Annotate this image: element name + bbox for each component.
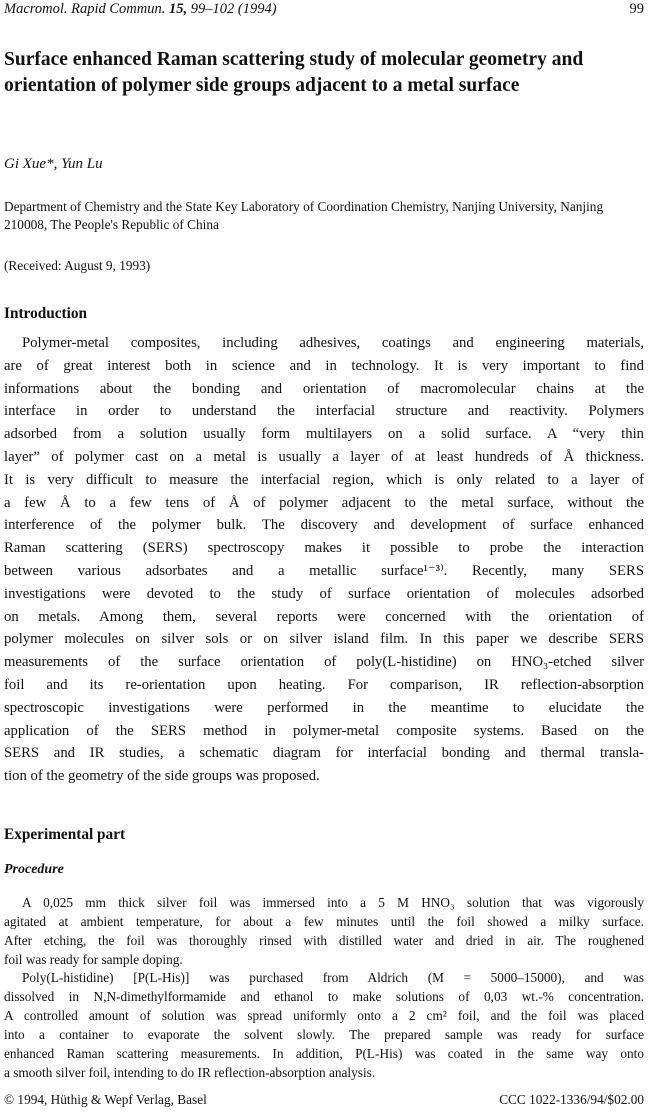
text-line: A controlled amount of solution was spread uniformly onto a 2 cm² foil, and the foil was placed bbox=[4, 1008, 644, 1023]
text-line: informations about the bonding and orientation of macromolecular chains at the bbox=[4, 380, 644, 397]
article-title: Surface enhanced Raman scattering study of molecular geometry and orientation of polymer side groups adjacent to a metal surface bbox=[4, 49, 584, 96]
text-line: application of the SERS method in polymer-metal composite systems. Based on the bbox=[4, 722, 644, 739]
received-date: (Received: August 9, 1993) bbox=[4, 258, 151, 273]
authors: Gi Xue*, Yun Lu bbox=[4, 156, 103, 172]
text-line: After etching, the foil was thoroughly rinsed with distilled water and dried in air. The roughened bbox=[4, 933, 644, 948]
text-line: investigations were devoted to the study of surface orientation of molecules adsorbed bbox=[4, 585, 644, 602]
text-line: enhanced Raman scattering measurements. In addition, P(L-His) was coated in the same way onto bbox=[4, 1046, 644, 1061]
text-line: A 0,025 mm thick silver foil was immersed into a 5 M HNO₃ solution that was vigorously bbox=[22, 895, 644, 910]
introduction-heading: Introduction bbox=[4, 305, 88, 322]
journal-pages-year: 99–102 (1994) bbox=[190, 1, 277, 17]
procedure-subheading: Procedure bbox=[4, 862, 64, 877]
text-line: tion of the geometry of the side groups was proposed. bbox=[4, 768, 320, 785]
text-line: a few Å to a few tens of Å of polymer adjacent to the metal surface, without the bbox=[4, 494, 644, 511]
text-line: are of great interest both in science and in technology. It is very important to find bbox=[4, 357, 644, 374]
affiliation: Department of Chemistry and the State Key Laboratory of Coordination Chemistry, Nanjing University, Nanjing 210008, The People's Republic of China bbox=[4, 199, 604, 232]
text-line: spectroscopic investigations were performed in the meantime to elucidate the bbox=[4, 699, 644, 716]
page-number: 99 bbox=[629, 1, 644, 17]
text-line: interference of the polymer bulk. The discovery and development of surface enhanced bbox=[4, 517, 644, 534]
text-line: a smooth silver foil, intending to do IR reflection-absorption analysis. bbox=[4, 1065, 376, 1080]
text-line: foil and its re-orientation upon heating. For comparison, IR reflection-absorption bbox=[4, 676, 644, 693]
copyright-notice: © 1994, Hüthig & Wepf Verlag, Basel bbox=[4, 1092, 207, 1107]
text-line: layer” of polymer cast on a metal is usually a layer of at least hundreds of Å thickness. bbox=[4, 448, 644, 465]
procedure-paragraph-1 bbox=[4, 893, 644, 969]
text-line: adsorbed from a solution usually form multilayers on a solid surface. A “very thin bbox=[4, 426, 644, 443]
journal-citation bbox=[4, 1, 277, 18]
procedure-paragraph-2 bbox=[4, 968, 644, 1082]
text-line: It is very difficult to measure the interfacial region, which is only related to a layer of bbox=[4, 471, 644, 488]
text-line: into a container to evaporate the solvent slowly. The prepared sample was ready for surface bbox=[4, 1027, 644, 1042]
text-line: agitated at ambient temperature, for about a few minutes until the foil showed a milky surface. bbox=[4, 914, 644, 929]
text-line: Poly(L-histidine) [P(L-His)] was purchased from Aldrich (M = 5000–15000), and was bbox=[22, 970, 644, 985]
journal-volume: 15, bbox=[169, 1, 188, 17]
text-line: interface in order to understand the interfacial structure and reactivity. Polymers bbox=[4, 403, 644, 420]
text-line: Polymer-metal composites, including adhesives, coatings and engineering materials, bbox=[22, 335, 644, 351]
text-line: polymer molecules on silver sols or on silver island film. In this paper we describe SERS bbox=[4, 631, 644, 648]
text-line: on metals. Among them, several reports were concerned with the orientation of bbox=[4, 608, 644, 625]
experimental-heading: Experimental part bbox=[4, 826, 126, 843]
text-line: Raman scattering (SERS) spectroscopy makes it possible to probe the interaction bbox=[4, 540, 644, 557]
text-line: SERS and IR studies, a schematic diagram for interfacial bonding and thermal transla- bbox=[4, 745, 644, 762]
text-line: between various adsorbates and a metallic surface¹⁻³⁾. Recently, many SERS bbox=[4, 562, 644, 579]
running-header bbox=[4, 1, 644, 21]
journal-name: Macromol. Rapid Commun. bbox=[4, 1, 166, 17]
text-line: measurements of the surface orientation of poly(L-histidine) on HNO₃-etched silver bbox=[4, 654, 644, 671]
text-line: foil was ready for sample doping. bbox=[4, 952, 183, 967]
introduction-body bbox=[4, 332, 644, 788]
ccc-code: CCC 1022-1336/94/$02.00 bbox=[499, 1092, 644, 1107]
text-line: dissolved in N,N-dimethylformamide and ethanol to make solutions of 0,03 wt.-% concentration. bbox=[4, 989, 644, 1004]
